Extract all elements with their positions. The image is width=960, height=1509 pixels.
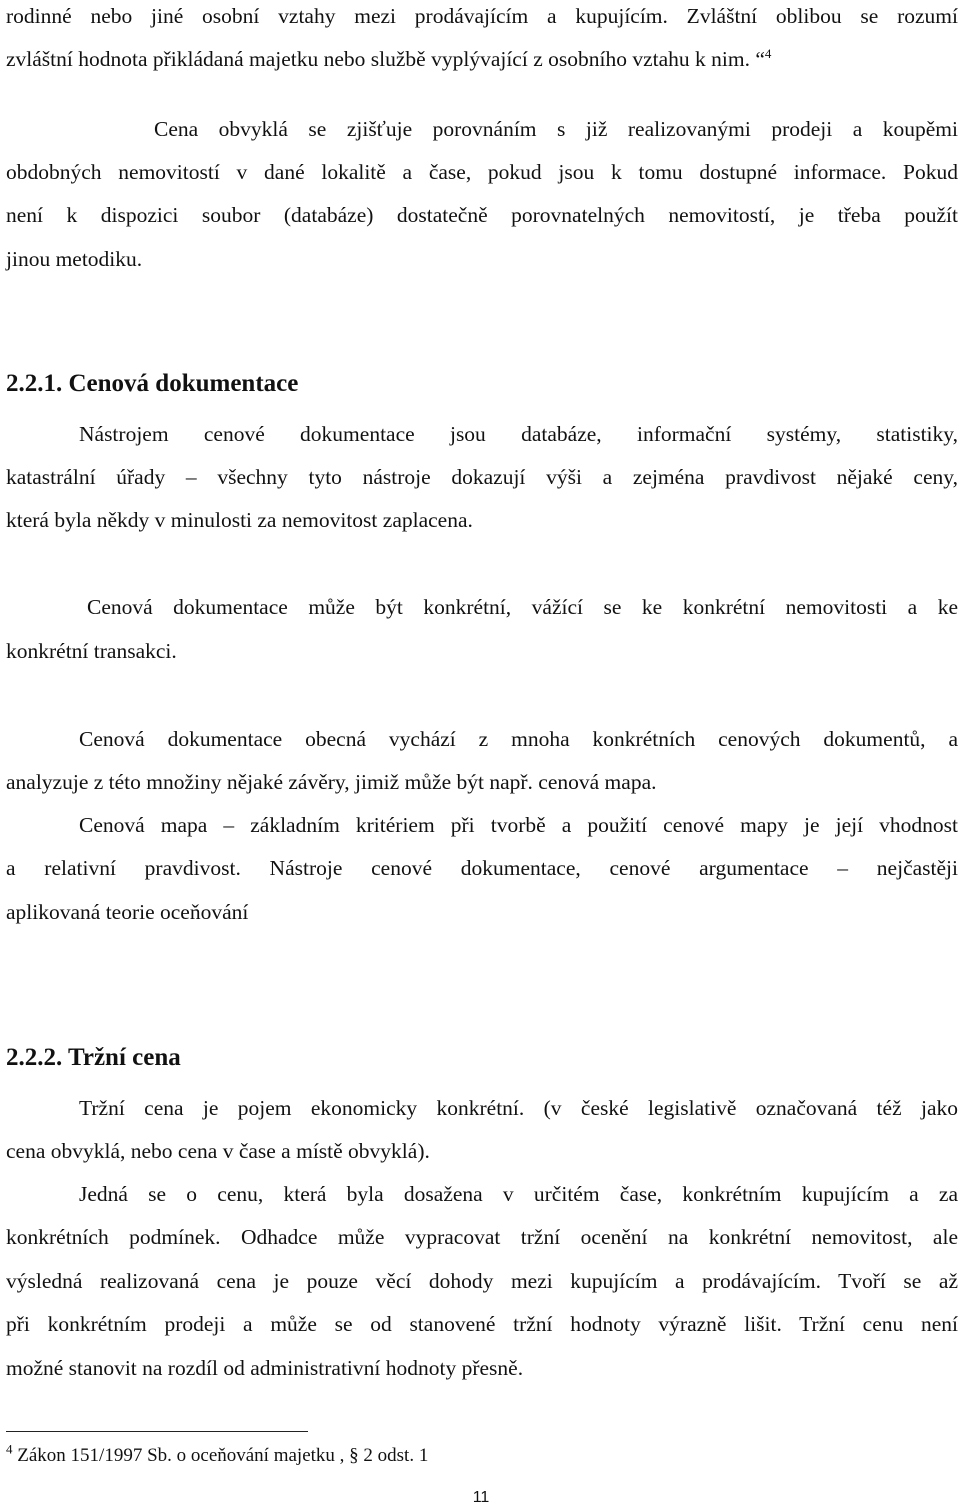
footnote-separator <box>6 1431 308 1432</box>
paragraph-line: Cenová dokumentace může být konkrétní, vážící se ke konkrétní nemovitosti a ke <box>87 595 958 619</box>
footnote <box>6 1441 429 1468</box>
footnote-reference[interactable]: “$^4$ <box>749 45 772 71</box>
paragraph-line: Tržní cena je pojem ekonomicky konkrétní. (v české legislativě označovaná též jako <box>79 1096 958 1120</box>
paragraph-line: konkrétní transakci. <box>6 639 177 663</box>
paragraph-line: která byla někdy v minulosti za nemovitost zaplacena. <box>6 508 473 532</box>
paragraph-line: analyzuje z této množiny nějaké závěry, jimiž může být např. cenová mapa. <box>6 770 657 794</box>
paragraph-text: zvláštní hodnota přikládaná majetku nebo službě vyplývající z osobního vztahu k nim. <box>6 47 750 71</box>
paragraph-line: Nástrojem cenové dokumentace jsou databáze, informační systémy, statistiky, <box>79 422 958 446</box>
paragraph-line <box>6 46 958 72</box>
footnote-text: Zákon 151/1997 Sb. o oceňování majetku , § 2 odst. 1 <box>17 1445 429 1466</box>
paragraph-line: možné stanovit na rozdíl od administrativní hodnoty přesně. <box>6 1356 524 1380</box>
paragraph-line: obdobných nemovitostí v dané lokalitě a čase, pokud jsou k tomu dostupné informace. Pokud <box>6 160 958 184</box>
page-number: 11 <box>472 1489 490 1506</box>
paragraph-line: výsledná realizovaná cena je pouze věcí dohody mezi kupujícím a prodávajícím. Tvoří se až <box>6 1269 958 1293</box>
paragraph-line: Cenová dokumentace obecná vychází z mnoha konkrétních cenových dokumentů, a <box>79 727 958 751</box>
paragraph-line: jinou metodiku. <box>6 247 143 271</box>
paragraph-line: aplikovaná teorie oceňování <box>6 900 249 924</box>
paragraph-line: není k dispozici soubor (databáze) dostatečně porovnatelných nemovitostí, je třeba použít <box>6 203 958 227</box>
paragraph-line: Jedná se o cenu, která byla dosažena v určitém čase, konkrétním kupujícím a za <box>79 1182 958 1206</box>
paragraph-line: rodinné nebo jiné osobní vztahy mezi prodávajícím a kupujícím. Zvláštní oblibou se rozumí <box>6 4 958 28</box>
paragraph-line: a relativní pravdivost. Nástroje cenové dokumentace, cenové argumentace – nejčastěji <box>6 856 958 880</box>
section-heading-trzni-cena: 2.2.2. Tržní cena <box>6 1044 181 1071</box>
paragraph-line: Cena obvyklá se zjišťuje porovnáním s již realizovanými prodeji a koupěmi <box>154 117 958 141</box>
footnote-number: 4 <box>6 1441 13 1457</box>
paragraph-line: Cenová mapa – základním kritériem při tvorbě a použití cenové mapy je její vhodnost <box>79 813 958 837</box>
paragraph-line: katastrální úřady – všechny tyto nástroje dokazují výši a zejména pravdivost nějaké ceny, <box>6 465 958 489</box>
paragraph-line: cena obvyklá, nebo cena v čase a místě obvyklá). <box>6 1139 430 1163</box>
paragraph-line: při konkrétním prodeji a může se od stanovené tržní hodnoty výrazně lišit. Tržní cenu není <box>6 1312 958 1336</box>
section-heading-cenova-dokumentace: 2.2.1. Cenová dokumentace <box>6 370 299 397</box>
paragraph-line: konkrétních podmínek. Odhadce může vypracovat tržní ocenění na konkrétní nemovitost, ale <box>6 1225 958 1249</box>
